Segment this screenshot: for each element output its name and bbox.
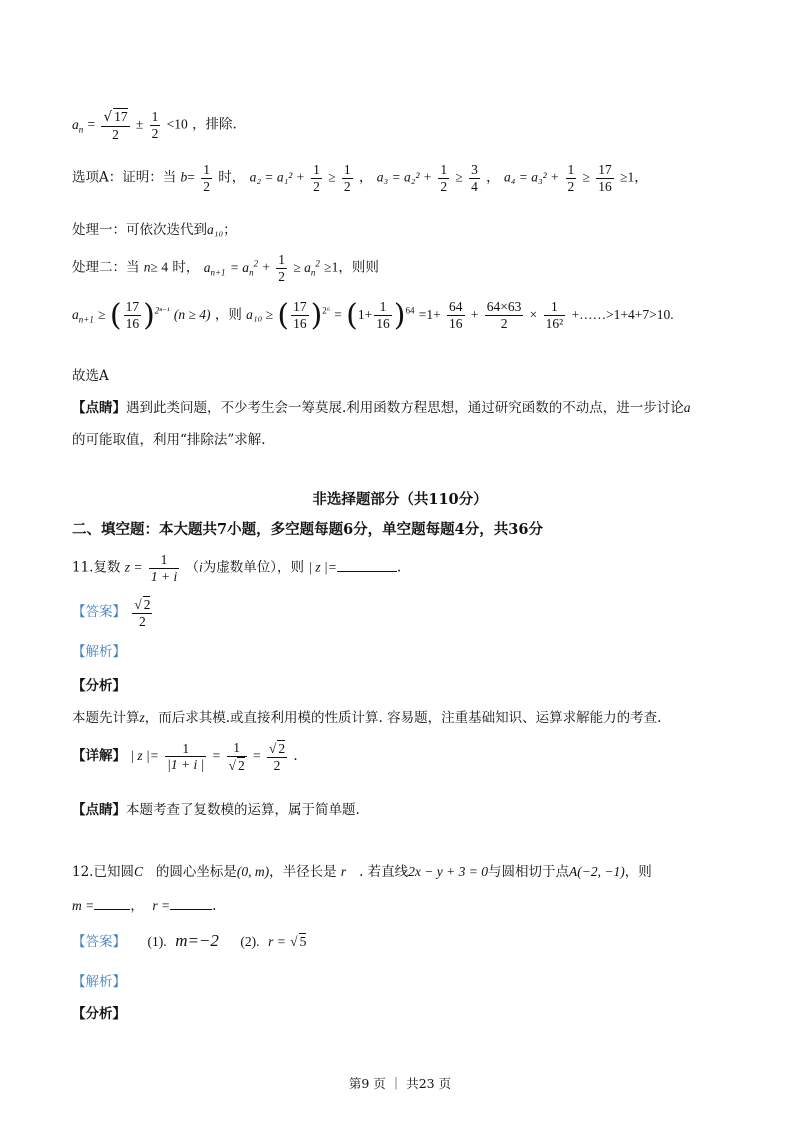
- q11-stem: 11.复数 z = $\frac{1}{1 + i}$ （i为虚数单位），则 | z |= .: [72, 552, 402, 584]
- page-footer: 第9 页 ｜ 共23 页: [348, 1076, 452, 1091]
- q12-fenxi-label: 【分析】: [72, 1006, 126, 1022]
- q11-answer: 【答案】 $\frac{√ 2}{2}$: [72, 597, 151, 629]
- answer-label: 【答案】: [72, 604, 126, 621]
- q11-detail: 【详解】 | z |= $\frac{1}{|1 + i |}$ = $\frac{1}{√ 2}$ = $\frac{√ 2}{2}$ .: [72, 740, 298, 773]
- q10-line-5: $a_{n+1}$ ≥ ( $\frac{17}{16}$ )$^{2^{n-1}}$ (n ≥ 4) ，则 a₁₀ ≥ ( $\frac{17}{16}$ )$^{2^6}$ = (1+ $\frac{1}{16}$ )$^{64}$ =1+ $\frac{64}{16}$ + $\frac{64\times 63}{2}$ × $\frac{1}{\text{16²}}$ +……>1+4+7>10.: [72, 298, 674, 333]
- q11-fenxi-text: 本题先计算z，而后求其模.或直接利用模的性质计算. 容易题，注重基础知识、运算求解能力的考查.: [72, 710, 662, 726]
- q11-analysis-label: 【解析】: [72, 644, 126, 660]
- q10-comment-cont: 的可能取值，利用“排除法”求解.: [72, 432, 266, 448]
- q11-comment: 【点睛】本题考查了复数模的运算，属于简单题.: [72, 802, 360, 818]
- fraction-1-2: $\frac{1}{2}$: [151, 109, 159, 141]
- answer-blank-r: [170, 895, 212, 910]
- math-an: $a_n$: [72, 116, 84, 135]
- q10-conclusion: 故选A: [72, 368, 109, 384]
- q12-stem: 12.已知圆C 的圆心坐标是(0, m)，半径长是 r . 若直线2x − y + 3 = 0与圆相切于点A(−2, −1)，则: [72, 864, 652, 880]
- q12-blanks: m = ， r = .: [72, 894, 216, 914]
- answer-blank-m: [94, 895, 130, 910]
- section-title: 非选择题部分（共110分）: [312, 491, 488, 508]
- q10-comment: 【点睛】遇到此类问题，不少考生会一筹莫展.利用函数方程思想，通过研究函数的不动点，进一步讨论a: [72, 400, 691, 416]
- q11-fenxi-label: 【分析】: [72, 678, 126, 694]
- q10-line-4: 处理二：当 n≥ 4 时， $a_{n+1} = a_n^2$ + $\frac{1}{2}$ ≥ $a_n^2 \ge 1$，则则: [72, 252, 379, 284]
- fraction-sqrt17-2: $\frac{√ 17}{2}$: [103, 109, 128, 142]
- q10-line-3: 处理一：可依次迭代到a₁₀；: [72, 222, 237, 238]
- comment-label: 【点睛】: [72, 400, 126, 416]
- q10-line-1: $a_n$ = $\frac{√ 17}{2}$ ± $\frac{1}{2}$ <10 ，排除.: [72, 109, 237, 142]
- q10-line-2: 选项A：证明：当 b= $\frac{1}{2}$ 时， a₂ = a₁² + $\frac{1}{2}$ ≥ $\frac{1}{2}$ ， a₃ = a₂² + $\frac{1}{2}$ ≥ $\frac{3}{4}$ ， a₄ = a₃² + $\frac{1}{2}$ ≥ $\frac{17}{16}$ ≥1，: [72, 162, 648, 194]
- answer-blank: [337, 557, 397, 572]
- q12-analysis-label: 【解析】: [72, 974, 126, 990]
- q12-answer: 【答案】 (1). m=−2 (2). r = √ 5: [72, 931, 307, 950]
- section-subtitle: 二、填空题：本大题共7小题，多空题每题6分，单空题每题4分，共36分: [72, 521, 543, 538]
